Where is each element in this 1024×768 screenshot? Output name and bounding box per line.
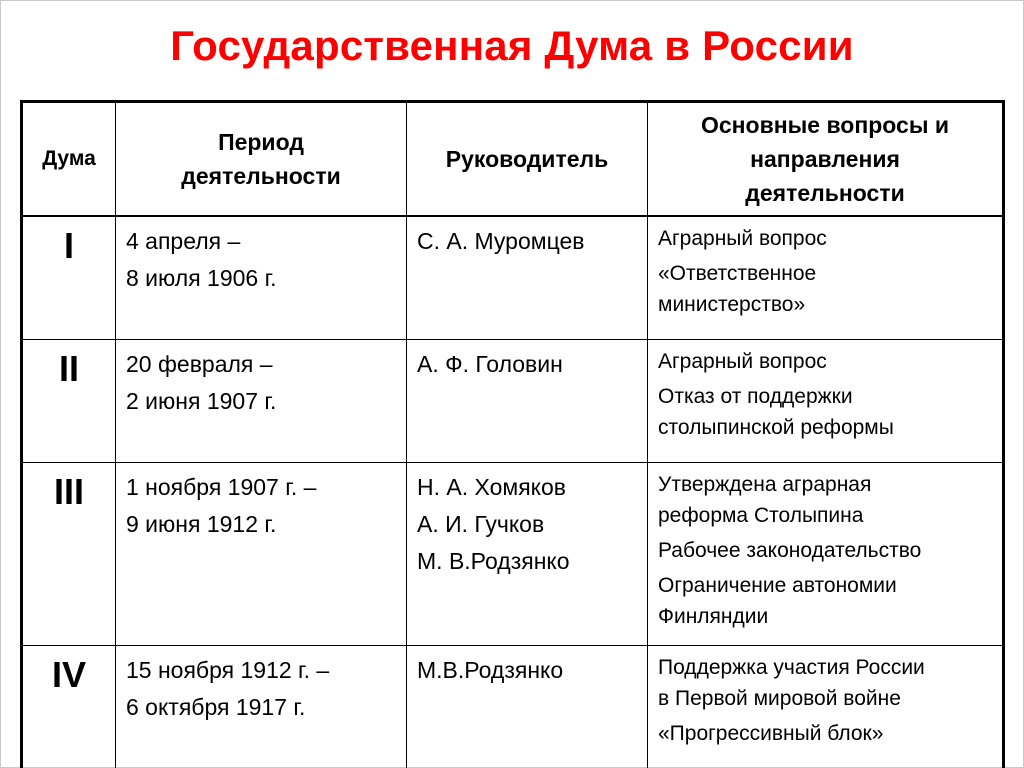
leader-name: А. Ф. Головин — [417, 351, 563, 377]
table-header-row — [22, 102, 1004, 217]
leader-cell — [407, 216, 648, 340]
duma-numeral: III — [22, 463, 116, 646]
header-issues-line: направления — [750, 146, 900, 172]
header-period-line: Период — [218, 129, 304, 155]
period-cell — [116, 216, 407, 340]
issues-cell — [648, 463, 1004, 646]
header-issues-line: Основные вопросы и — [700, 112, 949, 138]
issue-line: реформа Столыпина — [658, 504, 864, 527]
issues-cell — [648, 646, 1004, 768]
header-issues — [648, 102, 1004, 217]
issue-line: «Прогрессивный блок» — [658, 722, 884, 745]
period-cell — [116, 646, 407, 768]
leader-name: С. А. Муромцев — [417, 228, 585, 254]
period-line: 4 апреля – — [126, 228, 241, 254]
issue-line: Отказ от поддержки — [658, 385, 853, 408]
header-period — [116, 102, 407, 217]
issue-line: Рабочее законодательство — [658, 539, 922, 562]
period-line: 2 июня 1907 г. — [126, 388, 277, 414]
issue-line: Утверждена аграрная — [658, 473, 872, 496]
duma-numeral: IV — [22, 646, 116, 768]
table-row — [22, 646, 1004, 768]
duma-numeral: II — [22, 340, 116, 463]
issue-line: столыпинской реформы — [658, 416, 894, 439]
issue-line: в Первой мировой войне — [658, 687, 901, 710]
period-cell — [116, 340, 407, 463]
header-issues-line: деятельности — [745, 180, 905, 206]
leader-name: А. И. Гучков — [417, 511, 545, 537]
issue-line: «Ответственное — [658, 262, 817, 285]
leader-cell — [407, 340, 648, 463]
period-cell — [116, 463, 407, 646]
period-line: 20 февраля – — [126, 351, 273, 377]
duma-table — [20, 100, 1005, 768]
leader-name: М.В.Родзянко — [417, 657, 564, 683]
period-line: 8 июля 1906 г. — [126, 265, 277, 291]
issue-line: Аграрный вопрос — [658, 227, 827, 250]
leader-cell — [407, 646, 648, 768]
issue-line: Поддержка участия России — [658, 656, 925, 679]
header-period-line: деятельности — [181, 163, 341, 189]
header-duma: Дума — [22, 102, 116, 217]
issues-cell — [648, 216, 1004, 340]
period-line: 6 октября 1917 г. — [126, 694, 306, 720]
period-line: 15 ноября 1912 г. – — [126, 657, 330, 683]
period-line: 1 ноября 1907 г. – — [126, 474, 317, 500]
header-leader: Руководитель — [407, 102, 648, 217]
issue-line: министерство» — [658, 293, 806, 316]
leader-cell — [407, 463, 648, 646]
issues-cell — [648, 340, 1004, 463]
issue-line: Аграрный вопрос — [658, 350, 827, 373]
issue-line: Ограничение автономии — [658, 574, 897, 597]
duma-numeral: I — [22, 216, 116, 340]
table-row — [22, 340, 1004, 463]
period-line: 9 июня 1912 г. — [126, 511, 277, 537]
issue-line: Финляндии — [658, 605, 769, 628]
leader-name: М. В.Родзянко — [417, 548, 570, 574]
leader-name: Н. А. Хомяков — [417, 474, 566, 500]
table-row — [22, 463, 1004, 646]
page-title: Государственная Дума в России — [170, 22, 854, 69]
table-row — [22, 216, 1004, 340]
